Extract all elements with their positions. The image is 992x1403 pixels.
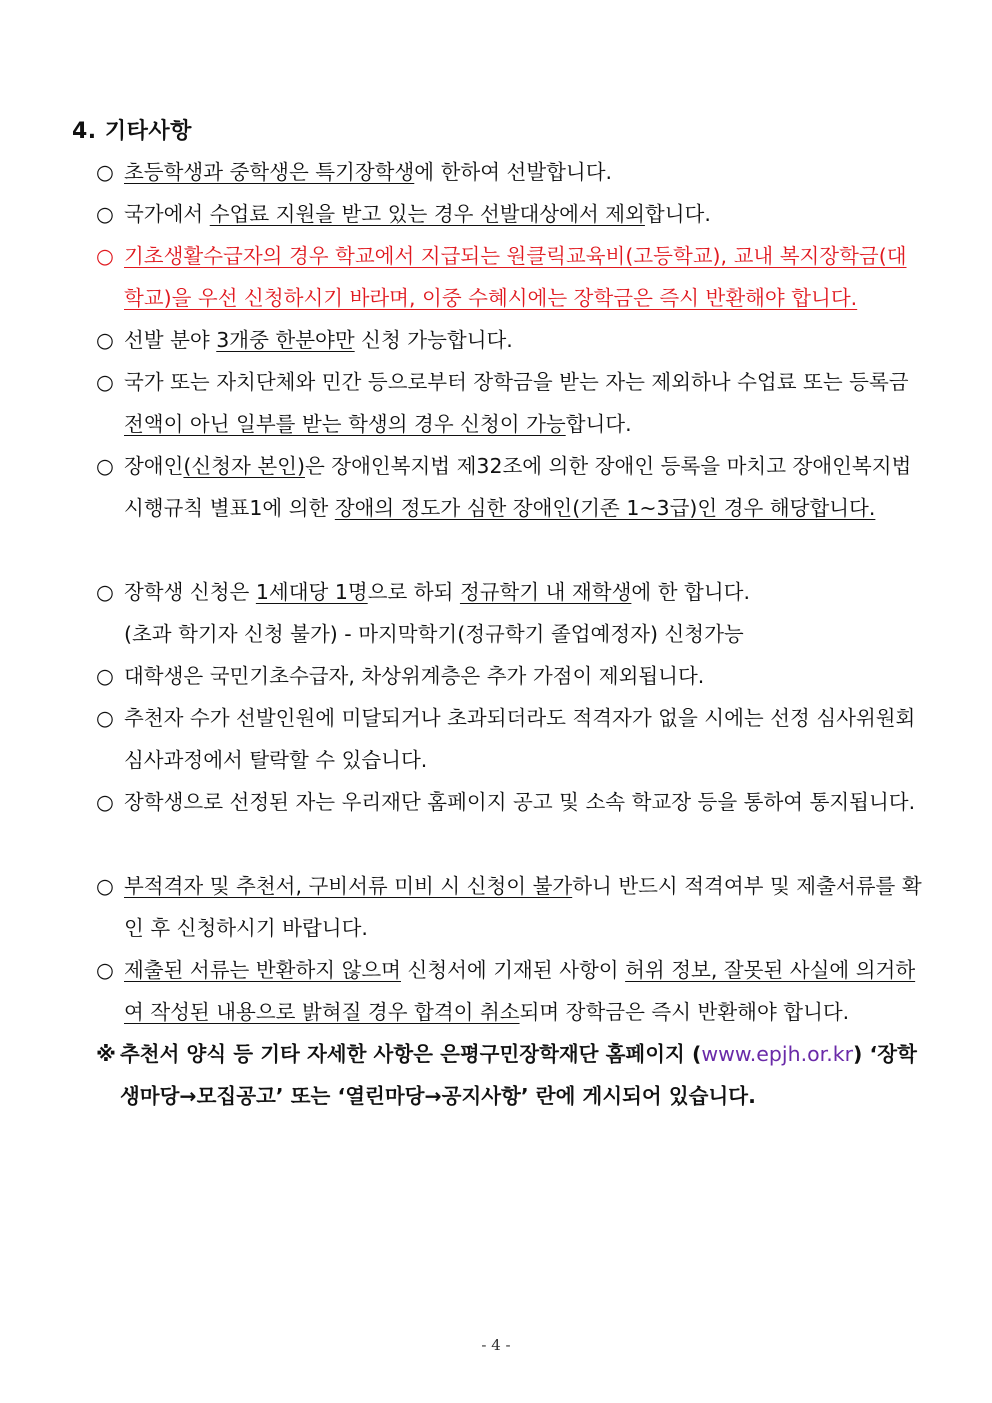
list-item: ○ 장학생 신청은 1세대당 1명으로 하되 정규학기 내 재학생에 한 합니다. (초과 학기자 신청 불가) - 마지막학기(정규학기 졸업예정자) 신청가능 — [96, 571, 926, 655]
list-item: ○ 추천자 수가 선발인원에 미달되거나 초과되더라도 적격자가 없을 시에는 선정 심사위원회 심사과정에서 탈락할 수 있습니다. — [96, 697, 926, 781]
bullet-icon: ○ — [96, 580, 114, 604]
bullet-icon: ○ — [96, 328, 114, 352]
list-item: ○ 장애인(신청자 본인)은 장애인복지법 제32조에 의한 장애인 등록을 마치고 장애인복지법 시행규칙 별표1에 의한 장애의 정도가 심한 장애인(기존 1~3급)인 경우 해당합니다. — [96, 445, 926, 529]
bullet-icon: ○ — [96, 160, 114, 184]
sub-note: (초과 학기자 신청 불가) - 마지막학기(정규학기 졸업예정자) 신청가능 — [124, 622, 744, 646]
reference-mark-icon: ※ — [96, 1042, 116, 1066]
list-item: ○ 국가에서 수업료 지원을 받고 있는 경우 선발대상에서 제외합니다. — [96, 193, 926, 235]
page-number: - 4 - — [481, 1336, 511, 1354]
homepage-link[interactable]: www.epjh.or.kr — [701, 1042, 854, 1066]
list-item: ○ 제출된 서류는 반환하지 않으며 신청서에 기재된 사항이 허위 정보, 잘못된 사실에 의거하여 작성된 내용으로 밝혀질 경우 합격이 취소되며 장학금은 즉시 반환해야 합니다. — [96, 949, 926, 1033]
list-item: ○ 부적격자 및 추천서, 구비서류 미비 시 신청이 불가하니 반드시 적격여부 및 제출서류를 확인 후 신청하시기 바랍니다. — [96, 865, 926, 949]
list-item: ○ 장학생으로 선정된 자는 우리재단 홈페이지 공고 및 소속 학교장 등을 통하여 통지됩니다. — [96, 781, 926, 823]
bullet-icon: ○ — [96, 706, 114, 730]
list-item: ○ 대학생은 국민기초수급자, 차상위계층은 추가 가점이 제외됩니다. — [96, 655, 926, 697]
list-item-highlighted: ○ 기초생활수급자의 경우 학교에서 지급되는 원클릭교육비(고등학교), 교내 복지장학금(대학교)을 우선 신청하시기 바라며, 이중 수혜시에는 장학금은 즉시 반환해야 합니다. — [96, 235, 926, 319]
list-item: ○ 선발 분야 3개중 한분야만 신청 가능합니다. — [96, 319, 926, 361]
list-item: ○ 초등학생과 중학생은 특기장학생에 한하여 선발합니다. — [96, 151, 926, 193]
bullet-icon: ○ — [96, 244, 114, 268]
reference-note: ※ 추천서 양식 등 기타 자세한 사항은 은평구민장학재단 홈페이지 (www.epjh.or.kr) ‘장학생마당→모집공고’ 또는 ‘열린마당→공지사항’ 란에 게시되어 있습니다. — [96, 1033, 926, 1117]
section-heading: 4. 기타사항 — [72, 119, 192, 144]
bullet-icon: ○ — [96, 370, 114, 394]
list-item: ○ 국가 또는 자치단체와 민간 등으로부터 장학금을 받는 자는 제외하나 수업료 또는 등록금 전액이 아닌 일부를 받는 학생의 경우 신청이 가능합니다. — [96, 361, 926, 445]
bullet-icon: ○ — [96, 790, 114, 814]
bullet-icon: ○ — [96, 664, 114, 688]
bullet-icon: ○ — [96, 454, 114, 478]
bullet-icon: ○ — [96, 958, 114, 982]
bullet-icon: ○ — [96, 874, 114, 898]
bullet-icon: ○ — [96, 202, 114, 226]
